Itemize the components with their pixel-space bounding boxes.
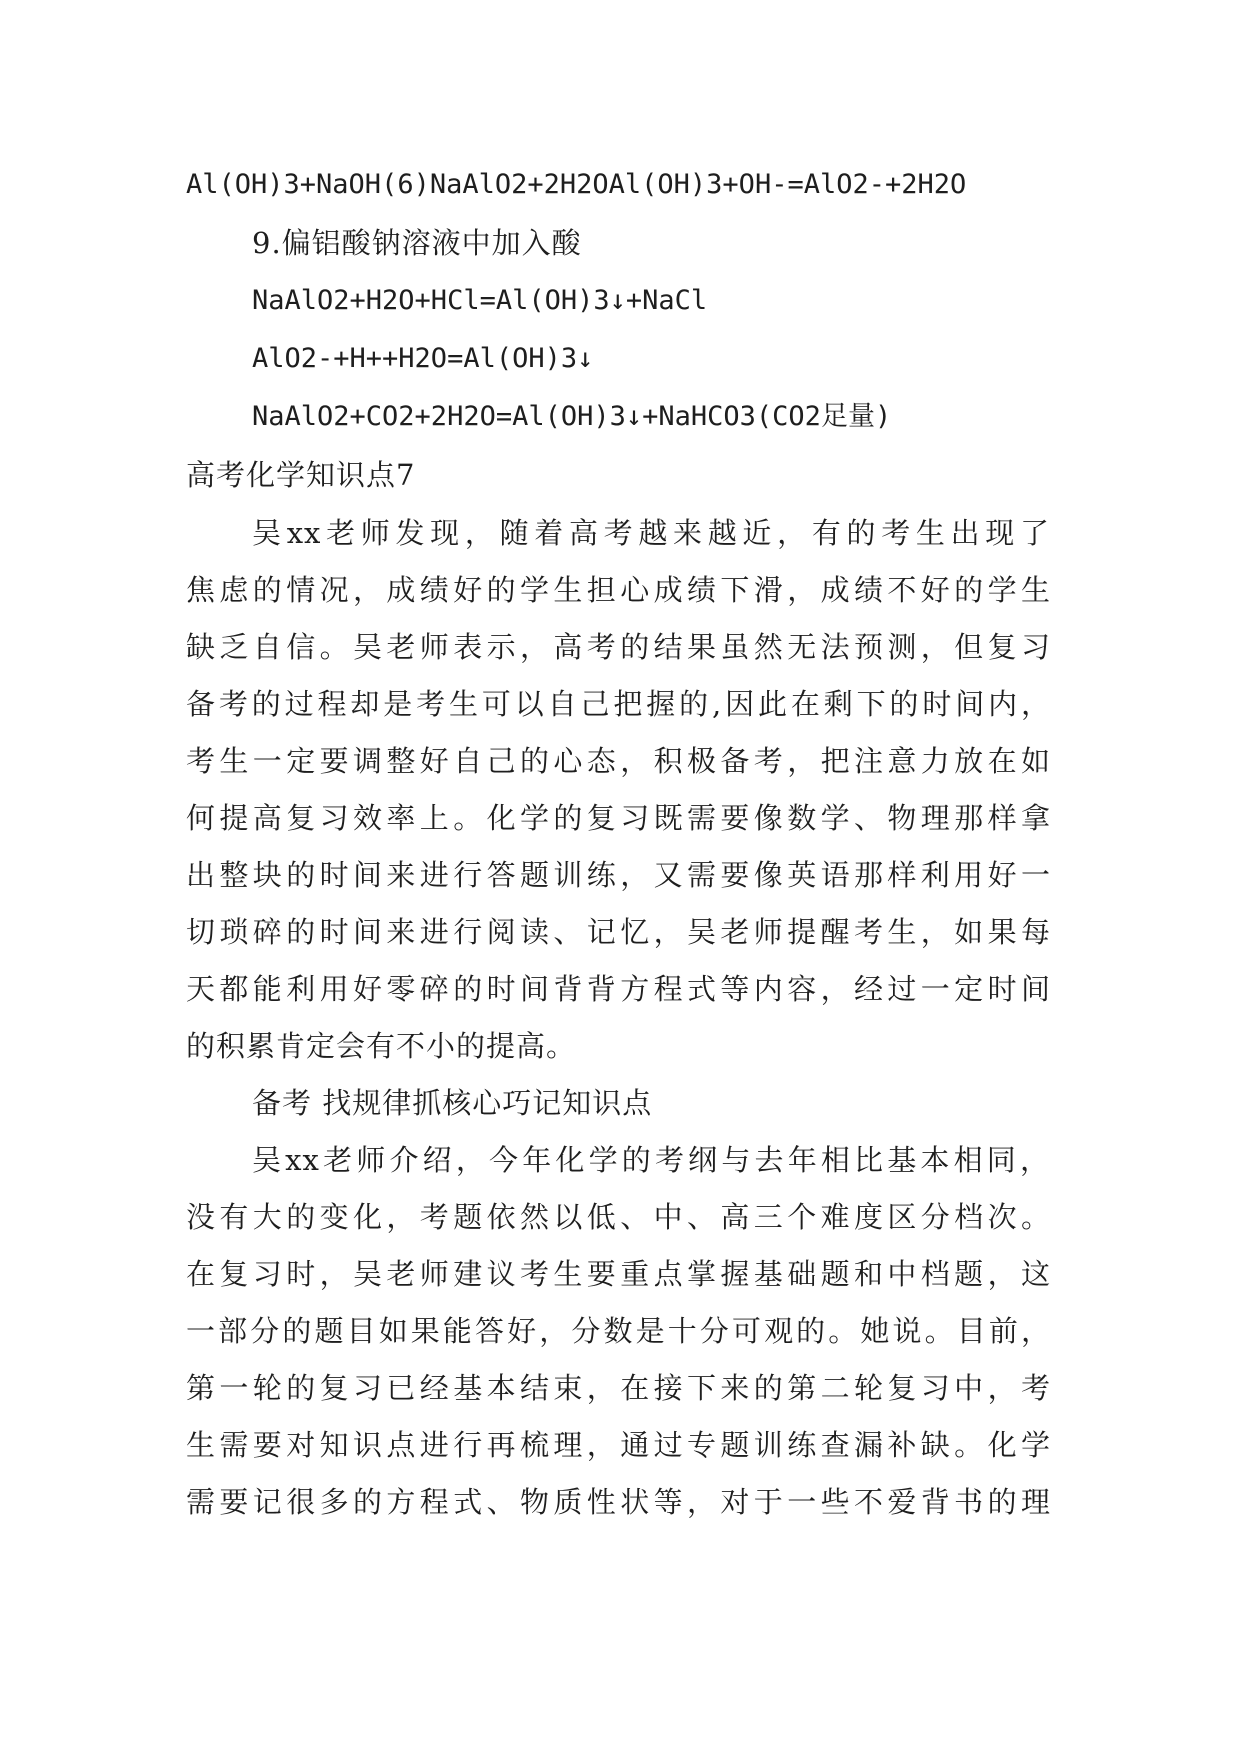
section-title: 高考化学知识点7: [186, 458, 416, 492]
paragraph-1-line-6: 何提高复习效率上。化学的复习既需要像数学、物理那样拿: [186, 801, 1051, 835]
paragraph-1-line-8: 切琐碎的时间来进行阅读、记忆，吴老师提醒考生，如果每: [186, 915, 1051, 949]
paragraph-1-line-10: 的积累肯定会有不小的提高。: [186, 1029, 577, 1063]
paragraph-2-line-2: 没有大的变化，考题依然以低、中、高三个难度区分档次。: [186, 1200, 1051, 1234]
paragraph-1-line-5: 考生一定要调整好自己的心态，积极备考，把注意力放在如: [186, 744, 1051, 778]
paragraph-1-line-3: 缺乏自信。吴老师表示，高考的结果虽然无法预测，但复习: [186, 630, 1051, 664]
paragraph-1-line-7: 出整块的时间来进行答题训练，又需要像英语那样利用好一: [186, 858, 1051, 892]
paragraph-1-line-9: 天都能利用好零碎的时间背背方程式等内容，经过一定时间: [186, 972, 1051, 1006]
equation-2: AlO2-+H++H2O=Al(OH)3↓: [252, 343, 594, 374]
item-9-heading: 9.偏铝酸钠溶液中加入酸: [252, 226, 582, 260]
equation-1: NaAlO2+H2O+HCl=Al(OH)3↓+NaCl: [252, 285, 708, 316]
paragraph-2-line-1: 吴xx老师介绍，今年化学的考纲与去年相比基本相同，: [252, 1143, 1050, 1177]
paragraph-1-line-2: 焦虑的情况，成绩好的学生担心成绩下滑，成绩不好的学生: [186, 573, 1051, 607]
subheading: 备考 找规律抓核心巧记知识点: [252, 1086, 653, 1120]
paragraph-2-line-4: 一部分的题目如果能答好，分数是十分可观的。她说。目前，: [186, 1314, 1051, 1348]
paragraph-2-line-7: 需要记很多的方程式、物质性状等，对于一些不爱背书的理: [186, 1485, 1051, 1519]
paragraph-2-line-3: 在复习时，吴老师建议考生要重点掌握基础题和中档题，这: [186, 1257, 1051, 1291]
paragraph-2-line-6: 生需要对知识点进行再梳理，通过专题训练查漏补缺。化学: [186, 1428, 1051, 1462]
equation-3: NaAlO2+CO2+2H2O=Al(OH)3↓+NaHCO3(CO2足量): [252, 401, 892, 432]
paragraph-2-line-5: 第一轮的复习已经基本结束，在接下来的第二轮复习中，考: [186, 1371, 1051, 1405]
formula-line-1: Al(OH)3+NaOH(6)NaAlO2+2H2OAl(OH)3+OH-=AlO2-+2H2O: [186, 169, 967, 200]
paragraph-1-line-4: 备考的过程却是考生可以自己把握的,因此在剩下的时间内，: [186, 687, 1051, 721]
paragraph-1-line-1: 吴xx老师发现，随着高考越来越近，有的考生出现了: [252, 516, 1050, 550]
